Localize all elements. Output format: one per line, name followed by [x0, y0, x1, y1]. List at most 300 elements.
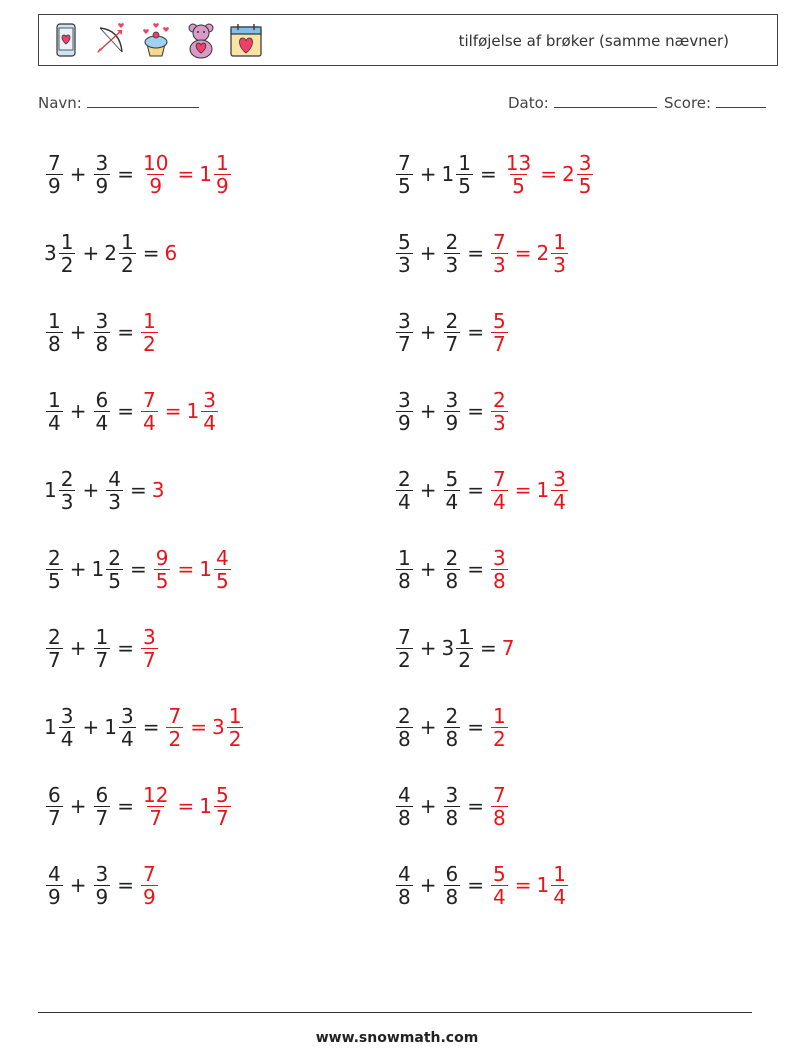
denominator: 9: [48, 884, 61, 909]
fraction: [141, 784, 170, 829]
fraction: [46, 310, 63, 355]
number: [489, 784, 510, 829]
fraction: [491, 705, 508, 750]
fraction: [214, 152, 231, 197]
denominator: 8: [398, 726, 411, 751]
whole-number: 1: [44, 478, 57, 502]
denominator: 4: [493, 489, 506, 514]
header-icons: [47, 20, 265, 60]
plus-sign: +: [419, 478, 437, 502]
numerator: 1: [398, 545, 411, 570]
denominator: 5: [458, 173, 471, 198]
numerator: 6: [95, 782, 109, 807]
problem-7: [44, 381, 220, 441]
fraction: [94, 310, 111, 355]
whole-number: 1: [199, 794, 212, 818]
denominator: 2: [398, 647, 411, 672]
name-label: Navn:: [38, 94, 82, 112]
denominator: 8: [445, 726, 459, 751]
denominator: 3: [398, 252, 411, 277]
denominator: 4: [143, 410, 156, 435]
numerator: 4: [398, 782, 411, 807]
problem-17: [44, 776, 233, 836]
answer: [489, 310, 510, 355]
date-blank[interactable]: [554, 92, 657, 108]
answer: [164, 705, 245, 750]
fraction: [396, 468, 413, 513]
denominator: 7: [95, 805, 109, 830]
fraction: [396, 784, 413, 829]
numerator: 2: [398, 703, 411, 728]
denominator: 2: [60, 252, 74, 277]
number: [502, 636, 515, 660]
problem-13: [44, 618, 160, 678]
whole-number: 2: [104, 241, 117, 265]
fraction: [94, 152, 111, 197]
score-field: [664, 92, 766, 112]
fraction: [491, 784, 508, 829]
fraction: [166, 705, 183, 750]
numerator: 1: [143, 308, 156, 333]
numerator: 5: [445, 466, 459, 491]
plus-sign: +: [69, 873, 87, 897]
fraction: [551, 468, 568, 513]
denominator: 5: [512, 173, 525, 198]
equals-sign: =: [142, 241, 160, 265]
numerator: 1: [553, 229, 566, 254]
numerator: 4: [398, 861, 411, 886]
answer: [502, 636, 515, 660]
number: [394, 547, 415, 592]
answer: [139, 152, 233, 197]
plus-sign: +: [69, 794, 87, 818]
numerator: 2: [108, 545, 121, 570]
fraction: [444, 389, 461, 434]
numerator: 1: [458, 150, 471, 175]
problem-10: [394, 460, 570, 520]
fraction: [444, 547, 461, 592]
denominator: 9: [95, 884, 109, 909]
numerator: 4: [48, 861, 61, 886]
number: [92, 626, 113, 671]
number: [212, 705, 245, 750]
fraction: [94, 863, 111, 908]
fraction: [46, 626, 63, 671]
denominator: 8: [445, 805, 459, 830]
number: [442, 152, 475, 197]
fraction: [46, 152, 63, 197]
fraction: [444, 310, 461, 355]
answer: [489, 547, 510, 592]
worksheet-header: [38, 14, 778, 66]
denominator: 4: [60, 726, 74, 751]
number: [139, 784, 172, 829]
number: [44, 547, 65, 592]
numerator: 1: [215, 150, 229, 175]
denominator: 8: [445, 884, 459, 909]
denominator: 7: [95, 647, 109, 672]
date-label: Dato:: [508, 94, 549, 112]
number: [139, 389, 160, 434]
numerator: 1: [493, 703, 506, 728]
problem-14: [394, 618, 514, 678]
number: [187, 389, 220, 434]
cupcake-hearts-icon: [137, 20, 175, 60]
fraction: [504, 152, 533, 197]
number: [199, 152, 232, 197]
equals-sign: =: [467, 241, 484, 265]
denominator: 9: [398, 410, 411, 435]
number: [394, 784, 415, 829]
equals-sign: =: [117, 320, 134, 344]
denominator: 4: [553, 489, 566, 514]
numerator: 3: [398, 308, 411, 333]
numerator: 7: [398, 150, 411, 175]
number: [394, 310, 415, 355]
numerator: 3: [203, 387, 216, 412]
numerator: 7: [493, 466, 506, 491]
score-label: Score:: [664, 94, 712, 112]
equals-sign: =: [142, 715, 160, 739]
date-field: [508, 92, 657, 112]
problem-4: [394, 223, 570, 283]
footer-divider: [38, 1012, 752, 1013]
score-blank[interactable]: [716, 92, 766, 108]
denominator: 3: [493, 410, 506, 435]
numerator: 2: [493, 387, 506, 412]
numerator: 6: [445, 861, 459, 886]
numerator: 3: [95, 150, 109, 175]
denominator: 4: [553, 884, 566, 909]
equals-sign: =: [514, 241, 532, 265]
numerator: 2: [48, 545, 61, 570]
number: [442, 468, 463, 513]
denominator: 4: [203, 410, 216, 435]
number: [489, 705, 510, 750]
fraction: [119, 705, 136, 750]
worksheet-title: tilføjelse af brøker (samme nævner): [458, 32, 729, 50]
numerator: 3: [143, 624, 156, 649]
numerator: 2: [60, 466, 74, 491]
equals-sign: =: [479, 636, 497, 660]
fraction: [396, 547, 413, 592]
plus-sign: +: [69, 320, 87, 344]
numerator: 2: [445, 545, 459, 570]
cupid-bow-icon: [92, 20, 130, 60]
equals-sign: =: [117, 636, 134, 660]
problem-16: [394, 697, 510, 757]
number: [394, 231, 415, 276]
numerator: 1: [553, 861, 566, 886]
number: [199, 784, 232, 829]
whole-number: 1: [44, 715, 57, 739]
equals-sign: =: [177, 794, 195, 818]
number: [562, 152, 595, 197]
denominator: 5: [155, 568, 169, 593]
denominator: 9: [215, 173, 229, 198]
fraction: [491, 231, 508, 276]
fraction: [551, 231, 568, 276]
numerator: 4: [108, 466, 121, 491]
problem-15: [44, 697, 245, 757]
number: [394, 152, 415, 197]
denominator: 8: [398, 568, 411, 593]
fraction: [141, 389, 158, 434]
equals-sign: =: [129, 478, 147, 502]
numerator: 4: [215, 545, 229, 570]
numerator: 3: [553, 466, 566, 491]
whole-number: 3: [441, 636, 455, 660]
number: [442, 389, 463, 434]
numerator: 5: [398, 229, 411, 254]
denominator: 7: [48, 805, 61, 830]
equals-sign: =: [514, 873, 532, 897]
fraction: [396, 152, 413, 197]
fraction: [214, 547, 231, 592]
numerator: 7: [143, 387, 156, 412]
denominator: 8: [48, 331, 61, 356]
number: [394, 389, 415, 434]
denominator: 9: [149, 173, 163, 198]
plus-sign: +: [69, 557, 87, 581]
problem-9: [44, 460, 164, 520]
calendar-heart-icon: [227, 20, 265, 60]
denominator: 2: [228, 726, 242, 751]
answer: [152, 478, 165, 502]
denominator: 7: [48, 647, 61, 672]
plus-sign: +: [419, 873, 437, 897]
fraction: [59, 231, 76, 276]
denominator: 5: [398, 173, 411, 198]
number: [92, 389, 113, 434]
footer-url: www.snowmath.com: [315, 1030, 479, 1046]
equals-sign: =: [467, 478, 484, 502]
plus-sign: +: [419, 715, 437, 739]
whole-number: 1: [199, 557, 212, 581]
fraction: [396, 705, 413, 750]
denominator: 4: [120, 726, 134, 751]
equals-sign: =: [467, 399, 484, 423]
denominator: 8: [445, 568, 459, 593]
equals-sign: =: [117, 873, 134, 897]
equals-sign: =: [177, 557, 195, 581]
problem-6: [394, 302, 510, 362]
numerator: 9: [155, 545, 169, 570]
number: [442, 310, 463, 355]
whole-number: 6: [164, 241, 178, 265]
number: [92, 152, 113, 197]
name-field: [38, 92, 199, 112]
number: [489, 310, 510, 355]
fraction: [141, 626, 158, 671]
denominator: 5: [108, 568, 121, 593]
numerator: 7: [143, 861, 156, 886]
numerator: 2: [445, 229, 459, 254]
equals-sign: =: [467, 715, 484, 739]
fraction: [46, 784, 63, 829]
denominator: 7: [493, 331, 506, 356]
whole-number: 2: [561, 162, 575, 186]
number: [104, 231, 137, 276]
equals-sign: =: [467, 320, 484, 344]
number: [394, 468, 415, 513]
problem-19: [44, 855, 160, 915]
fraction: [444, 468, 461, 513]
number: [537, 468, 570, 513]
denominator: 4: [95, 410, 109, 435]
numerator: 2: [48, 624, 61, 649]
numerator: 1: [48, 308, 61, 333]
answer: [152, 547, 233, 592]
fraction: [396, 310, 413, 355]
number: [537, 863, 570, 908]
fraction: [201, 389, 218, 434]
fraction: [119, 231, 136, 276]
denominator: 4: [493, 884, 506, 909]
whole-number: 3: [151, 478, 165, 502]
answer: [502, 152, 596, 197]
number: [442, 547, 463, 592]
denominator: 4: [48, 410, 61, 435]
equals-sign: =: [540, 162, 557, 186]
fraction: [106, 547, 123, 592]
denominator: 2: [120, 252, 134, 277]
number: [44, 863, 65, 908]
numerator: 1: [48, 387, 61, 412]
equals-sign: =: [117, 794, 134, 818]
whole-number: 1: [536, 873, 550, 897]
fraction: [456, 626, 473, 671]
denominator: 3: [553, 252, 566, 277]
fraction: [577, 152, 594, 197]
answer: [489, 784, 510, 829]
numerator: 2: [398, 466, 411, 491]
fraction: [396, 389, 413, 434]
answer: [139, 863, 160, 908]
problem-3: [44, 223, 177, 283]
numerator: 3: [445, 387, 459, 412]
fraction: [491, 468, 508, 513]
numerator: 7: [398, 624, 411, 649]
equals-sign: =: [177, 162, 195, 186]
fraction: [396, 231, 413, 276]
whole-number: 2: [536, 241, 550, 265]
problem-12: [394, 539, 510, 599]
number: [44, 310, 65, 355]
problem-2: [394, 144, 595, 204]
number: [44, 784, 65, 829]
numerator: 12: [143, 782, 169, 807]
equals-sign: =: [479, 162, 497, 186]
fraction: [46, 547, 63, 592]
problem-18: [394, 776, 510, 836]
denominator: 8: [398, 805, 411, 830]
plus-sign: +: [82, 241, 100, 265]
denominator: 9: [445, 410, 459, 435]
number: [489, 863, 510, 908]
number: [394, 863, 415, 908]
numerator: 2: [445, 703, 459, 728]
equals-sign: =: [117, 162, 134, 186]
answer: [139, 784, 233, 829]
plus-sign: +: [419, 241, 437, 265]
number: [139, 863, 160, 908]
numerator: 3: [95, 308, 109, 333]
denominator: 2: [458, 647, 471, 672]
numerator: 5: [493, 861, 506, 886]
numerator: 3: [95, 861, 109, 886]
numerator: 3: [398, 387, 411, 412]
problem-11: [44, 539, 233, 599]
plus-sign: +: [419, 636, 437, 660]
fraction: [227, 705, 244, 750]
number: [92, 784, 113, 829]
answer: [164, 241, 177, 265]
plus-sign: +: [419, 320, 437, 344]
denominator: 8: [493, 568, 506, 593]
fraction: [491, 310, 508, 355]
fraction: [94, 626, 111, 671]
numerator: 1: [95, 624, 109, 649]
number: [44, 152, 65, 197]
number: [442, 705, 463, 750]
whole-number: 1: [186, 399, 200, 423]
plus-sign: +: [82, 478, 100, 502]
denominator: 9: [95, 173, 109, 198]
denominator: 2: [168, 726, 182, 751]
denominator: 2: [493, 726, 506, 751]
number: [152, 547, 173, 592]
number: [139, 152, 172, 197]
denominator: 3: [493, 252, 506, 277]
fraction: [141, 152, 170, 197]
denominator: 8: [95, 331, 109, 356]
answer: [139, 310, 160, 355]
equals-sign: =: [117, 399, 134, 423]
number: [394, 705, 415, 750]
fraction: [444, 705, 461, 750]
phone-heart-icon: [47, 20, 85, 60]
whole-number: 1: [104, 715, 117, 739]
numerator: 6: [48, 782, 61, 807]
fraction: [94, 389, 111, 434]
fraction: [141, 863, 158, 908]
number: [92, 547, 125, 592]
fraction: [491, 863, 508, 908]
denominator: 4: [398, 489, 411, 514]
number: [44, 389, 65, 434]
whole-number: 7: [501, 636, 515, 660]
fraction: [106, 468, 123, 513]
denominator: 7: [398, 331, 411, 356]
numerator: 13: [505, 150, 532, 175]
name-blank[interactable]: [87, 92, 199, 108]
answer: [489, 705, 510, 750]
plus-sign: +: [69, 162, 87, 186]
fraction: [59, 705, 76, 750]
denominator: 7: [445, 331, 459, 356]
equals-sign: =: [129, 557, 147, 581]
equals-sign: =: [514, 478, 532, 502]
number: [44, 468, 77, 513]
plus-sign: +: [419, 794, 437, 818]
numerator: 2: [445, 308, 459, 333]
plus-sign: +: [419, 162, 437, 186]
whole-number: 3: [211, 715, 225, 739]
teddy-bear-heart-icon: [182, 20, 220, 60]
fraction: [444, 231, 461, 276]
fraction: [94, 784, 111, 829]
